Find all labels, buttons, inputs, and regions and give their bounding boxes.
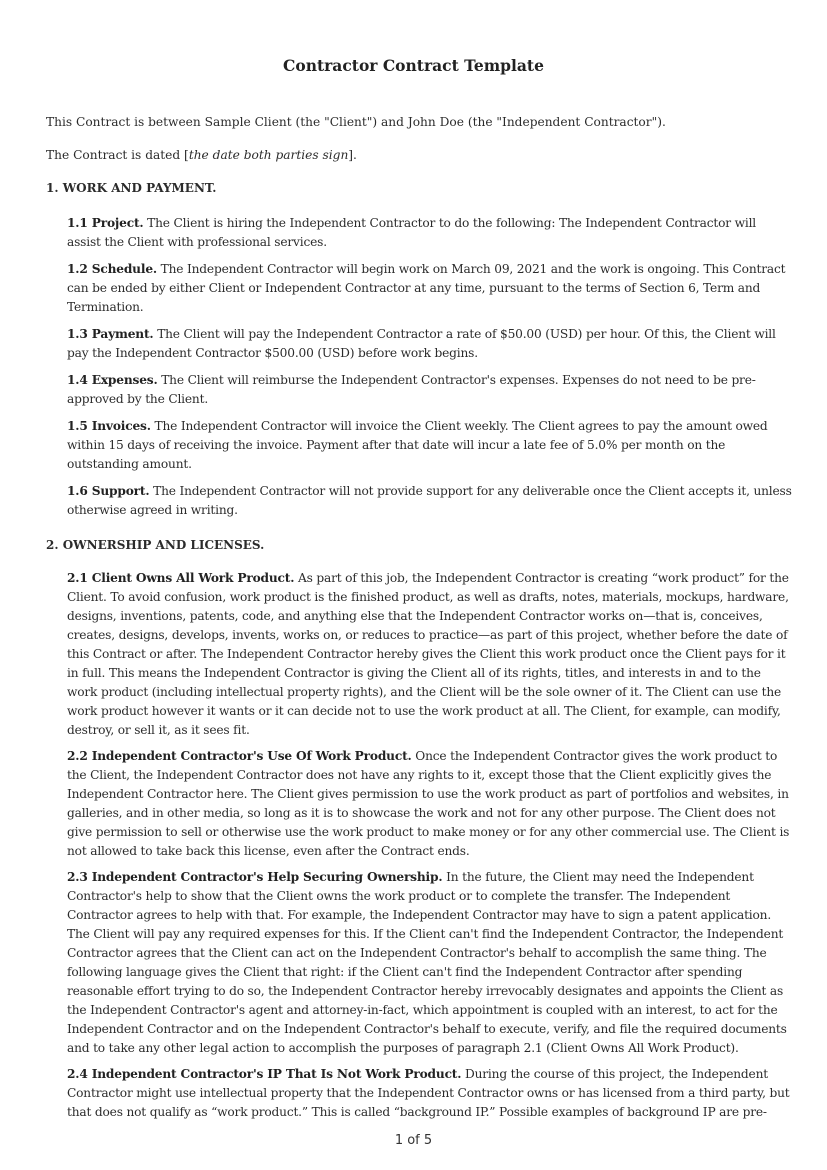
clause-label: 2.4 Independent Contractor's IP That Is Not Work Product. [67,1067,462,1081]
clause-1-6-support [67,482,793,520]
clause-1-4-expenses [67,371,793,409]
clause-label: 2.2 Independent Contractor's Use Of Work Product. [67,749,412,763]
document-title: Contractor Contract Template [283,56,544,75]
clause-1-5-invoices [67,417,793,474]
clause-1-2-schedule [67,260,793,317]
clause-text: The Client is hiring the Independent Contractor to do the following: The Independent Contractor will assist the Client with professional services. [67,216,757,249]
clause-text: The Client will reimburse the Independent Contractor's expenses. Expenses do not need to be pre-approved by the Client. [67,373,756,406]
clause-label: 1.2 Schedule. [67,262,157,276]
clause-2-4-contractor-ip-not-work-product [67,1065,793,1122]
clause-1-1-project [67,214,793,252]
intro-dated-suffix: ]. [348,148,357,162]
clause-label: 1.6 Support. [67,484,150,498]
clause-2-2-contractor-use-of-work-product [67,747,793,861]
clause-text: The Independent Contractor will invoice the Client weekly. The Client agrees to pay the amount owed within 15 days of receiving the invoice. Payment after that date will incur a late fee of 5.0% per month on the outstanding amount. [67,419,768,471]
clause-2-3-contractor-help-securing-ownership [67,868,793,1058]
clause-2-1-client-owns-work-product [67,569,793,740]
intro-dated-placeholder: the date both parties sign [188,148,349,162]
clause-label: 2.1 Client Owns All Work Product. [67,571,295,585]
section-heading-ownership-and-licenses: 2. OWNERSHIP AND LICENSES. [46,538,265,552]
intro-parties: This Contract is between Sample Client (the "Client") and John Doe (the "Independent Contractor"). [46,115,666,129]
intro-dated [46,146,796,165]
page-indicator: 1 of 5 [394,1133,433,1148]
clause-text: During the course of this project, the Independent Contractor might use intellectual property that the Independent Contractor owns or has licensed from a third party, but that does not qualify as “work product.” This is called “background IP.” Possible examples of background IP are pre- [67,1067,790,1119]
clause-text: The Independent Contractor will not provide support for any deliverable once the Client accepts it, unless otherwise agreed in writing. [67,484,792,517]
clause-text: Once the Independent Contractor gives the work product to the Client, the Independent Contractor does not have any rights to it, except those that the Client explicitly gives the Independent Contractor here. The Client gives permission to use the work product as part of portfolios and websites, in galleries, and in other media, so long as it is to showcase the work and not for any other purpose. The Client does not give permission to sell or otherwise use the work product to make money or for any other commercial use. The Client is not allowed to take back this license, even after the Contract ends. [67,749,790,858]
clause-label: 1.4 Expenses. [67,373,158,387]
clause-label: 1.3 Payment. [67,327,154,341]
clause-text: The Independent Contractor will begin work on March 09, 2021 and the work is ongoing. This Contract can be ended by either Client or Independent Contractor at any time, pursuant to the terms of Section 6, Term and Termination. [67,262,786,314]
clause-text: As part of this job, the Independent Contractor is creating “work product” for the Client. To avoid confusion, work product is the finished product, as well as drafts, notes, materials, mockups, hardware, designs, inventions, patents, code, and anything else that the Independent Contractor works on—that is, conceives, creates, designs, develops, invents, works on, or reduces to practice—as part of this project, whether before the date of this Contract or after. The Independent Contractor hereby gives the Client this work product once the Client pays for it in full. This means the Independent Contractor is giving the Client all of its rights, titles, and interests in and to the work product (including intellectual property rights), and the Client will be the sole owner of it. The Client can use the work product however it wants or it can decide not to use the work product at all. The Client, for example, can modify, destroy, or sell it, as it sees fit. [67,571,789,737]
clause-text: The Client will pay the Independent Contractor a rate of $50.00 (USD) per hour. Of this, the Client will pay the Independent Contractor $500.00 (USD) before work begins. [67,327,776,360]
clause-text: In the future, the Client may need the Independent Contractor's help to show that the Client owns the work product or to complete the transfer. The Independent Contractor agrees to help with that. For example, the Independent Contractor may have to sign a patent application. The Client will pay any required expenses for this. If the Client can't find the Independent Contractor, the Independent Contractor agrees that the Client can act on the Independent Contractor's behalf to accomplish the same thing. The following language gives the Client that right: if the Client can't find the Independent Contractor after spending reasonable effort trying to do so, the Independent Contractor hereby irrevocably designates and appoints the Client as the Independent Contractor's agent and attorney-in-fact, which appointment is coupled with an interest, to act for the Independent Contractor and on the Independent Contractor's behalf to execute, verify, and file the required documents and to take any other legal action to accomplish the purposes of paragraph 2.1 (Client Owns All Work Product). [67,870,787,1055]
clause-label: 1.1 Project. [67,216,144,230]
intro-dated-prefix: The Contract is dated [ [46,148,189,162]
clause-1-3-payment [67,325,793,363]
clause-label: 1.5 Invoices. [67,419,151,433]
section-heading-work-and-payment: 1. WORK AND PAYMENT. [46,181,217,195]
clause-label: 2.3 Independent Contractor's Help Securing Ownership. [67,870,443,884]
